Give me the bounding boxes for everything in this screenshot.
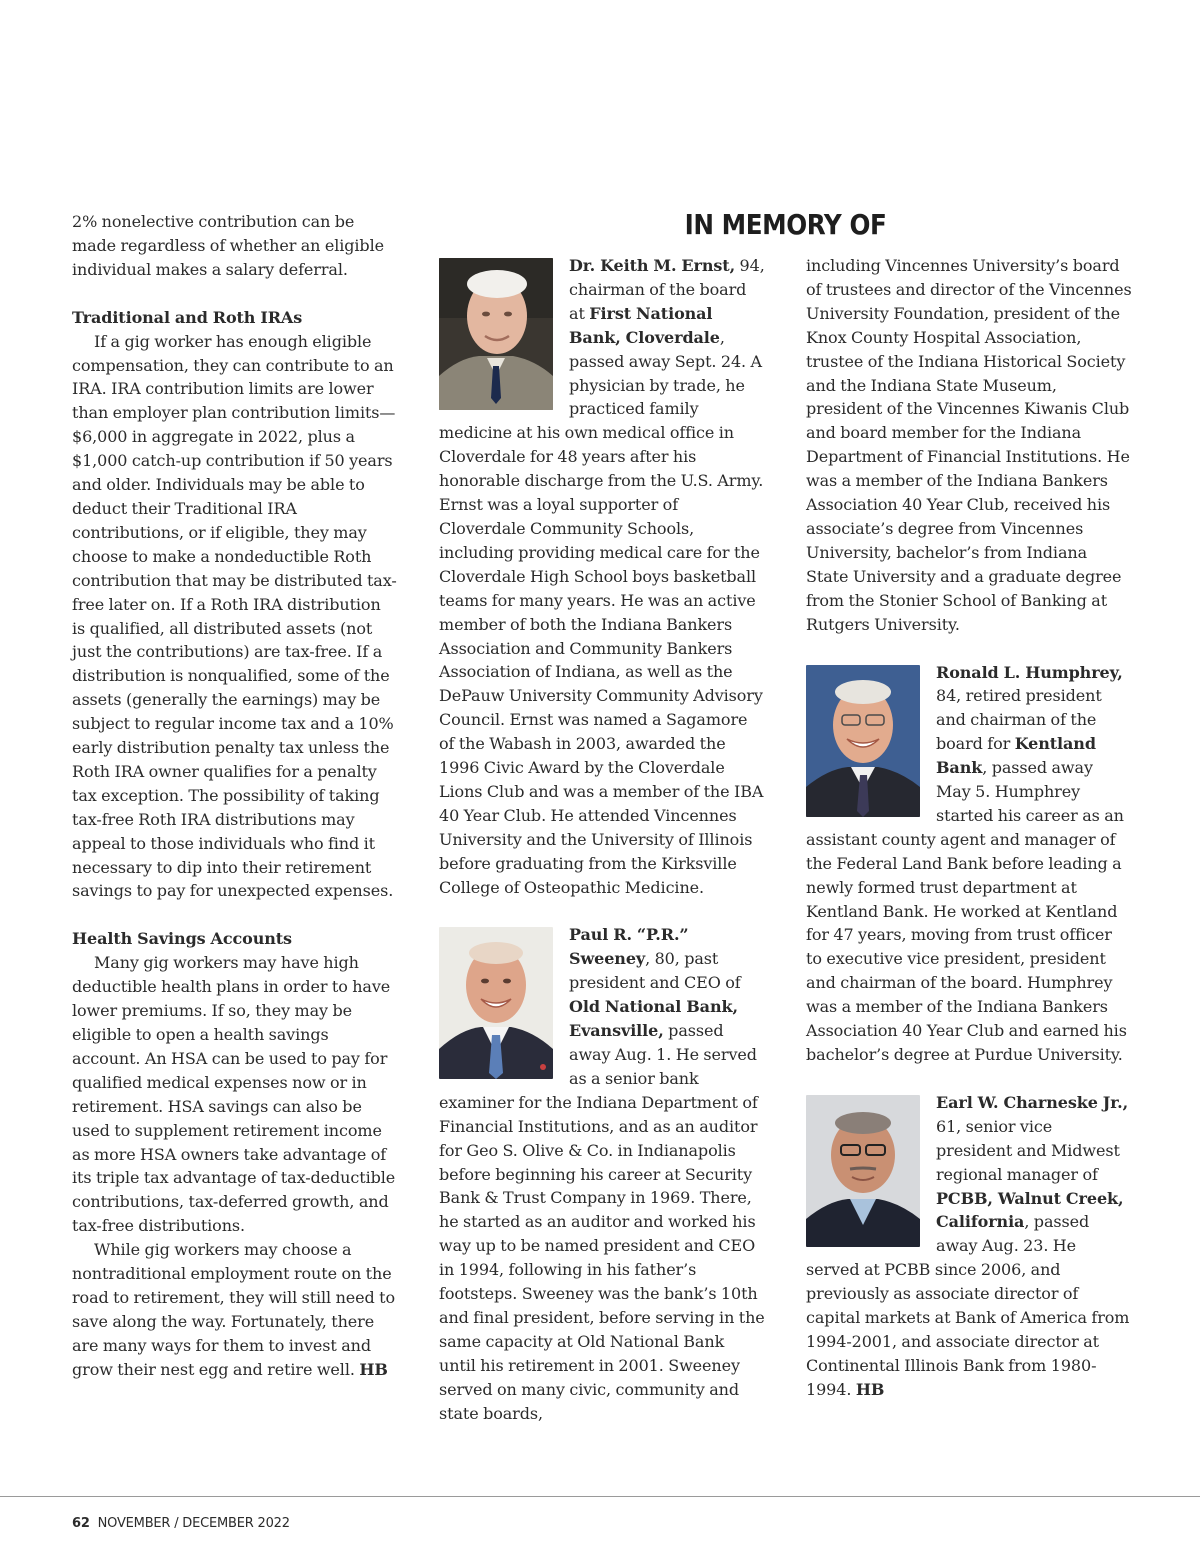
footer-divider — [0, 1496, 1200, 1497]
text-humphrey-2: , passed away May 5. Humphrey started his career as an assistant county agent and manager of the Federal Land Bank before leading a newly formed trust department at Kentland Bank. He worked at Kentland for 47 years, moving from trust officer to executive vice president, president and chairman of the board. Humphrey was a member of the Indiana Bankers Association 40 Year Club and earned his bachelor’s degree at Purdue University. — [806, 758, 1127, 1064]
bank-humphrey: Kentland Bank — [936, 734, 1096, 778]
portrait-sweeney — [439, 927, 553, 1079]
section-title: IN MEMORY OF — [684, 208, 887, 241]
name-sweeney: Paul R. “P.R.” Sweeney — [569, 925, 689, 969]
closing-text: While gig workers may choose a nontraditional employment route on the road to retirement, they will still need to save along the way. Fortunately, there are many ways for them to invest and grow their nest egg and retire well. — [72, 1240, 395, 1379]
obituary-charneske — [806, 1091, 1132, 1402]
end-mark: HB — [855, 1379, 885, 1399]
memorial-column-1 — [439, 254, 765, 1426]
text-humphrey-1: 84, retired president and chairman of the board for — [936, 686, 1102, 754]
memorial-column-2 — [806, 254, 1132, 1402]
obituary-sweeney — [439, 923, 765, 1425]
portrait-humphrey — [806, 665, 920, 817]
name-charneske: Earl W. Charneske Jr., — [936, 1092, 1129, 1112]
spacer — [806, 1067, 1132, 1091]
text-sweeney-1: , 80, past president and CEO of — [569, 949, 741, 993]
obituary-humphrey — [806, 661, 1132, 1067]
text-ernst-1: 94, chairman of the board at — [569, 256, 765, 323]
spacer — [806, 637, 1132, 661]
obituary-sweeney-continued: including Vincennes University’s board of trustees and director of the Vincennes University Foundation, president of the Knox County Hospital Association, trustee of the Indiana Historical Society and the Indiana State Museum, president of the Vincennes Kiwanis Club and board member for the Indiana Department of Financial Institutions. He was a member of the Indiana Bankers Association 40 Year Club, received his associate’s degree from Vincennes University, bachelor’s from Indiana State University and a graduate degree from the Stonier School of Banking at Rutgers University. — [806, 256, 1132, 634]
text-sweeney-2: passed away Aug. 1. He served as a senior bank examiner for the Indiana Department of Financial Institutions, and as an auditor for Geo S. Olive & Co. in Indianapolis before beginning his career at Security Bank & Trust Company in 1969. There, he started as an auditor and worked his way up to be named president and CEO in 1994, following in his father’s footsteps. Sweeney was the bank’s 10th and final president, before serving in the same capacity at Old National Bank until his retirement in 2001. Sweeney served on many civic, community and state boards, — [439, 1021, 765, 1423]
ira-heading: Traditional and Roth IRAs — [72, 307, 303, 327]
closing-paragraph — [72, 1238, 398, 1381]
page-footer — [72, 1516, 290, 1531]
issue-date: NOVEMBER / DECEMBER 2022 — [97, 1516, 290, 1531]
text-ernst-2: , passed away Sept. 24. A physician by trade, he practiced family medicine at his own medical office in Cloverdale for 48 years after his honorable discharge from the U.S. Army. Ernst was a loyal supporter of Cloverdale Community Schools, including providing medical care for the Cloverdale High School boys basketball teams for many years. He was an active member of both the Indiana Bankers Association and Community Bankers Association of Indiana, as well as the DePauw University Community Advisory Council. Ernst was named a Sagamore of the Wabash in 2003, awarded the 1996 Civic Award by the Cloverdale Lions Club and was a member of the IBA 40 Year Club. He attended Vincennes University and the University of Illinois before graduating from the Kirksville College of Osteopathic Medicine. — [439, 327, 764, 897]
hsa-paragraph: Many gig workers may have high deductible health plans in order to have lower premiums. If so, they may be eligible to open a health savings account. An HSA can be used to pay for qualified medical expenses now or in retirement. HSA savings can also be used to supplement retirement income as more HSA owners take advantage of its triple tax advantage of tax-deductible contributions, tax-deferred growth, and tax-free distributions. — [72, 953, 396, 1236]
hsa-heading: Health Savings Accounts — [72, 929, 292, 949]
text-charneske-2: , passed away Aug. 23. He served at PCBB since 2006, and previously as associate director of capital markets at Bank of America from 1994-2001, and associate director at Continental Illinois Bank from 1980-1994. — [806, 1212, 1130, 1399]
bank-charneske: PCBB, Walnut Creek, California — [936, 1188, 1124, 1232]
bank-sweeney: Old National Bank, Evansville, — [569, 997, 738, 1041]
name-humphrey: Ronald L. Humphrey, — [936, 662, 1123, 682]
spacer — [439, 899, 765, 923]
text-charneske-1: 61, senior vice president and Midwest regional manager of — [936, 1116, 1120, 1184]
portrait-ernst — [439, 258, 553, 410]
article-column — [72, 210, 398, 1382]
portrait-charneske — [806, 1095, 920, 1247]
end-mark: HB — [359, 1359, 388, 1379]
name-ernst: Dr. Keith M. Ernst, — [569, 256, 736, 275]
ira-paragraph: If a gig worker has enough eligible compensation, they can contribute to an IRA. IRA contribution limits are lower than employer plan contribution limits—$6,000 in aggregate in 2022, plus a $1,000 catch-up contribution if 50 years and older. Individuals may be able to deduct their Traditional IRA contributions, or if eligible, they may choose to make a nondeductible Roth contribution that may be distributed tax-free later on. If a Roth IRA distribution is qualified, all distributed assets (not just the contributions) are tax-free. If a distribution is nonqualified, some of the assets (generally the earnings) may be subject to regular income tax and a 10% early distribution penalty tax unless the Roth IRA owner qualifies for a penalty tax exception. The possibility of taking tax-free Roth IRA distributions may appeal to those individuals who find it necessary to dip into their retirement savings to pay for unexpected expenses. — [72, 331, 397, 901]
page-number: 62 — [72, 1516, 90, 1531]
bank-ernst: First National Bank, Cloverdale — [569, 303, 720, 347]
obituary-ernst — [439, 254, 765, 899]
intro-paragraph: 2% nonelective contribution can be made regardless of whether an eligible individual makes a salary deferral. — [72, 212, 384, 279]
